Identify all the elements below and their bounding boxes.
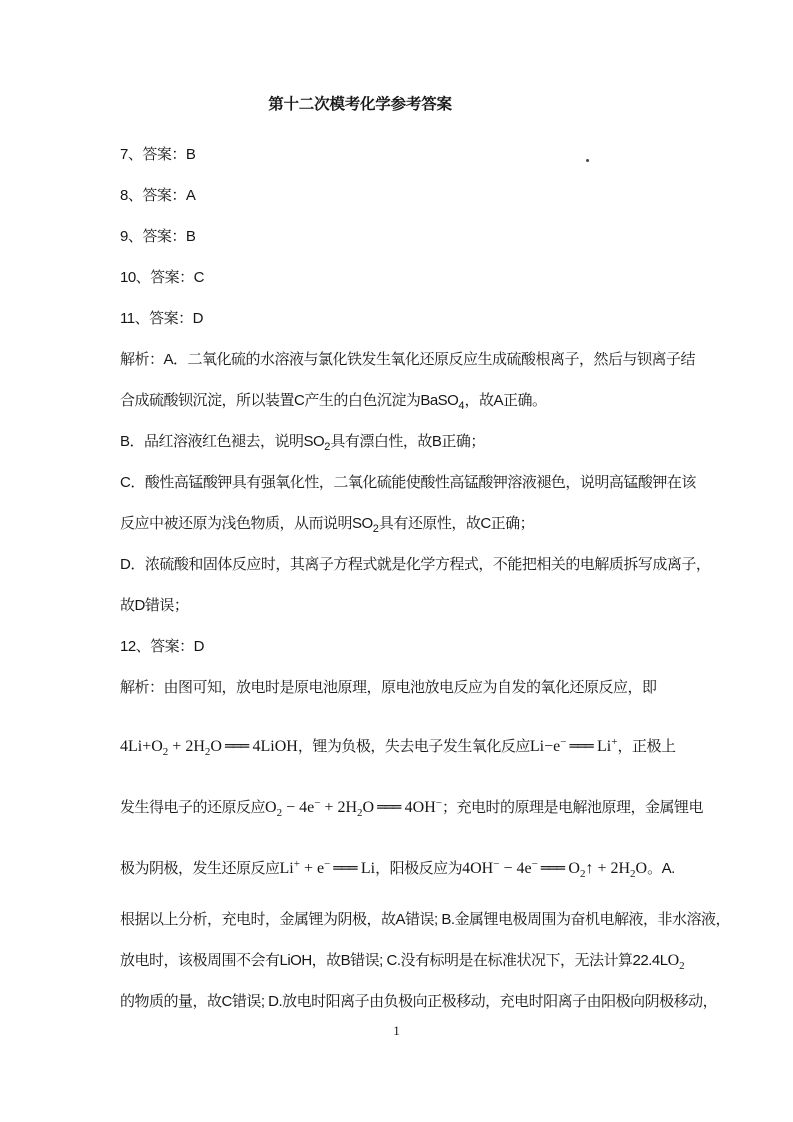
text-run: C．酸性高锰酸钾具有强氧化性，二氧化硫能使酸性高锰酸钾溶液褪色，说明高锰酸钾在该 [120, 474, 696, 491]
line-q11-analysis-a-line2 [120, 380, 680, 421]
formula-subscript: 2 [372, 523, 379, 535]
formula-superscript: − [493, 858, 500, 870]
text-run: 10、答案：C [120, 269, 205, 286]
text-run: 的物质的量，故C错误; D.放电时阳离子由负极向正极移动，充电时阳离子由阳极向阴极移动， [120, 993, 718, 1010]
reaction-equals-line: ═══ [569, 737, 593, 755]
reaction-equals-line: ═══ [377, 798, 400, 816]
formula-subscript: 2 [630, 868, 636, 880]
line-q11-analysis-d-line1 [120, 544, 711, 585]
document-page [0, 92, 793, 1122]
text-run: 9、答案：B [120, 228, 196, 245]
text-run: 故D错误； [120, 597, 189, 614]
formula-superscript: − [560, 736, 567, 748]
formula-subscript: 2 [679, 960, 685, 972]
reaction-equals-line: ═══ [540, 859, 564, 877]
text-run: 11、答案：D [120, 310, 203, 327]
formula-run: Li [597, 738, 612, 755]
line-answer-11 [120, 298, 680, 339]
text-run: 12、答案：D [120, 638, 205, 655]
stray-mark-dot [586, 159, 589, 162]
line-q12-analysis-b-c [120, 940, 685, 981]
text-run: 合成硫酸钡沉淀，所以装置C产生的白色沉淀为BaSO [120, 392, 459, 409]
formula-run: Li [360, 860, 376, 877]
formula-run: O [362, 799, 375, 816]
text-run: 反应中被还原为浅色物质，从而说明SO [120, 515, 373, 532]
formula-superscript: + [293, 858, 300, 870]
line-q11-analysis-a-line1 [120, 339, 696, 380]
formula-superscript: − [435, 797, 442, 809]
formula-superscript: − [324, 858, 331, 870]
formula-run: Li [279, 860, 294, 877]
document-title: 第十二次模考化学参考答案 [268, 96, 452, 113]
text-run: ；充电时的原理是电解池原理，金属锂电 [441, 799, 703, 816]
text-run: ，故A正确。 [464, 392, 547, 409]
formula-subscript: 2 [204, 746, 211, 758]
formula-subscript: 2 [579, 868, 586, 880]
text-run: 具有还原性，故C正确； [378, 515, 535, 532]
text-run: 具有漂白性，故B正确； [330, 433, 485, 450]
document-body [120, 134, 731, 1022]
line-q11-analysis-c-line1 [120, 462, 696, 503]
reaction-equals-line: ═══ [333, 859, 356, 877]
formula-subscript: 2 [324, 441, 331, 453]
line-q11-analysis-b [120, 421, 680, 462]
formula-subscript: 2 [357, 807, 363, 819]
formula-run: − 4e [282, 799, 315, 816]
formula-superscript: − [531, 858, 538, 870]
page-number: 1 [393, 1023, 400, 1038]
line-q12-analysis-d [120, 981, 718, 1022]
formula-run: 4OH [462, 860, 494, 877]
text-run: 根据以上分析，充电时，金属锂为阴极，故A错误; B.金属锂电极周围为奋机电解液，非水溶液， [120, 911, 731, 928]
formula-run: 4OH [404, 799, 436, 816]
formula-run: ↑ + 2H [585, 860, 631, 877]
line-answer-12 [120, 626, 680, 667]
line-q12-analysis-intro [120, 667, 680, 708]
reaction-equals-line: ═══ [224, 737, 248, 755]
text-run: B．品红溶液红色褪去，说明SO [120, 433, 325, 450]
formula-superscript: − [314, 797, 321, 809]
text-run: 解析：A．二氧化硫的水溶液与氯化铁发生氧化还原反应生成硫酸根离子，然后与钡离子结 [120, 351, 696, 368]
line-answer-9 [120, 216, 680, 257]
text-run: 。A. [647, 860, 675, 877]
formula-subscript: 2 [276, 807, 283, 819]
text-run: ，正极上 [617, 738, 676, 755]
line-answer-7 [120, 134, 680, 175]
formula-run: + e [299, 860, 325, 877]
text-run: 8、答案：A [120, 187, 196, 204]
formula-run: O [667, 952, 680, 969]
line-q11-analysis-d-line2 [120, 585, 680, 626]
line-q12-analysis-a-b [120, 899, 731, 940]
formula-run: 4Li+O [120, 738, 163, 755]
text-run: ，阳极反应为 [375, 860, 463, 877]
formula-subscript: 2 [162, 746, 169, 758]
formula-subscript: 4 [458, 400, 465, 412]
formula-run: O [210, 738, 222, 755]
line-q12-equation-3 [120, 838, 680, 899]
text-run: ，锂为负极，失去电子发生氧化反应 [297, 738, 530, 755]
text-run: 发生得电子的还原反应 [120, 799, 266, 816]
formula-run: 4LiOH [252, 738, 298, 755]
formula-run: Li−e [529, 738, 561, 755]
text-run: 极为阴极，发生还原反应 [120, 860, 280, 877]
line-answer-10 [120, 257, 680, 298]
formula-run: O [635, 860, 648, 877]
formula-run: + 2H [320, 799, 357, 816]
text-run: D．浓硫酸和固体反应时，其离子方程式就是化学方程式，不能把相关的电解质拆写成离子， [120, 556, 711, 573]
formula-run: − 4e [499, 860, 532, 877]
formula-run: O [568, 860, 580, 877]
line-q12-equation-2 [120, 777, 703, 838]
text-run: 7、答案：B [120, 146, 196, 163]
formula-run: + 2H [168, 738, 205, 755]
text-run: 放电时，该极周围不会有LiOH，故B错误; C.没有标明是在标准状况下，无法计算22.4L [120, 952, 668, 969]
line-q12-equation-1 [120, 716, 680, 777]
formula-superscript: + [611, 736, 618, 748]
line-q11-analysis-c-line2 [120, 503, 680, 544]
text-run: 解析：由图可知，放电时是原电池原理，原电池放电反应为自发的氧化还原反应，即 [120, 679, 657, 696]
line-answer-8 [120, 175, 680, 216]
formula-run: O [265, 799, 277, 816]
